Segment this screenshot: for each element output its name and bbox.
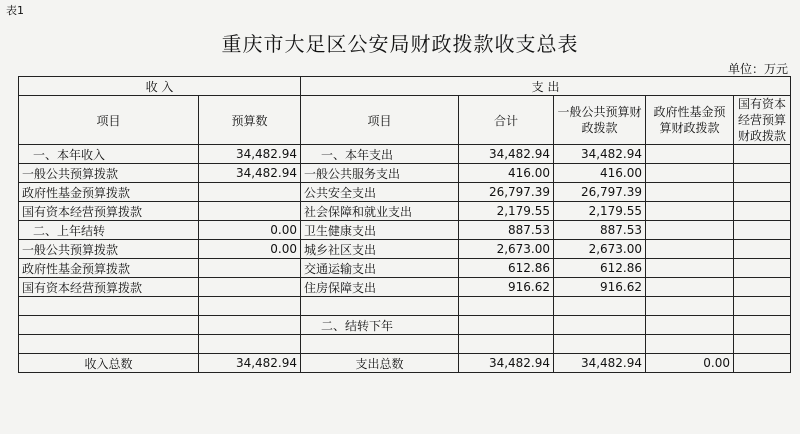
income-item-cell: 一、本年收入	[19, 145, 199, 164]
expense-item-cell: 住房保障支出	[301, 278, 459, 297]
income-header: 收 入	[19, 77, 301, 96]
expense-item-cell: 一、本年支出	[301, 145, 459, 164]
general-budget-cell: 887.53	[554, 221, 646, 240]
column-header-row	[19, 96, 791, 145]
state-capital-cell	[734, 145, 791, 164]
totals-row	[19, 354, 791, 373]
fund-budget-cell	[646, 145, 734, 164]
table-row	[19, 240, 791, 259]
fund-budget-cell	[646, 316, 734, 335]
income-total-label: 收入总数	[19, 354, 199, 373]
unit-label: 单位：万元	[727, 62, 788, 76]
state-capital-total	[734, 354, 791, 373]
expense-item-cell	[301, 335, 459, 354]
table-row	[19, 297, 791, 316]
state-capital-header: 国有资本经营预算财政拨款	[734, 96, 791, 145]
expense-header: 支 出	[301, 77, 791, 96]
state-capital-cell	[734, 278, 791, 297]
total-header: 合计	[459, 96, 554, 145]
general-budget-cell	[554, 335, 646, 354]
total-cell: 2,179.55	[459, 202, 554, 221]
expense-total-label: 支出总数	[301, 354, 459, 373]
table-row	[19, 221, 791, 240]
income-item-cell: 政府性基金预算拨款	[19, 183, 199, 202]
general-budget-cell: 416.00	[554, 164, 646, 183]
income-amount-cell	[199, 183, 301, 202]
income-amount-cell: 34,482.94	[199, 145, 301, 164]
fund-budget-header: 政府性基金预算财政拨款	[646, 96, 734, 145]
budget-header: 预算数	[199, 96, 301, 145]
expense-item-cell: 交通运输支出	[301, 259, 459, 278]
expense-item-cell: 社会保障和就业支出	[301, 202, 459, 221]
table-row	[19, 145, 791, 164]
total-cell	[459, 335, 554, 354]
income-amount-cell: 0.00	[199, 240, 301, 259]
income-amount-cell: 34,482.94	[199, 164, 301, 183]
expense-item-cell: 卫生健康支出	[301, 221, 459, 240]
income-amount-cell	[199, 259, 301, 278]
income-amount-cell	[199, 316, 301, 335]
general-budget-total: 34,482.94	[554, 354, 646, 373]
total-cell: 612.86	[459, 259, 554, 278]
general-budget-header: 一般公共预算财政拨款	[554, 96, 646, 145]
fund-budget-cell	[646, 278, 734, 297]
income-item-cell	[19, 335, 199, 354]
income-item-cell: 一般公共预算拨款	[19, 164, 199, 183]
income-amount-cell	[199, 297, 301, 316]
general-budget-cell	[554, 297, 646, 316]
general-budget-cell: 26,797.39	[554, 183, 646, 202]
general-budget-cell: 2,179.55	[554, 202, 646, 221]
state-capital-cell	[734, 259, 791, 278]
general-budget-cell: 916.62	[554, 278, 646, 297]
total-cell: 26,797.39	[459, 183, 554, 202]
expense-total-amount: 34,482.94	[459, 354, 554, 373]
expense-item-cell: 公共安全支出	[301, 183, 459, 202]
table-label: 表1	[6, 4, 24, 17]
fund-budget-cell	[646, 202, 734, 221]
income-item-header: 项目	[19, 96, 199, 145]
fund-budget-cell	[646, 297, 734, 316]
table-row	[19, 335, 791, 354]
state-capital-cell	[734, 202, 791, 221]
state-capital-cell	[734, 297, 791, 316]
total-cell	[459, 297, 554, 316]
state-capital-cell	[734, 164, 791, 183]
section-header-row	[19, 77, 791, 96]
state-capital-cell	[734, 221, 791, 240]
expense-item-cell: 二、结转下年	[301, 316, 459, 335]
fund-budget-cell	[646, 221, 734, 240]
fund-budget-total: 0.00	[646, 354, 734, 373]
total-cell: 2,673.00	[459, 240, 554, 259]
income-item-cell	[19, 316, 199, 335]
general-budget-cell: 612.86	[554, 259, 646, 278]
expense-item-cell	[301, 297, 459, 316]
income-amount-cell	[199, 335, 301, 354]
page-title: 重庆市大足区公安局财政拨款收支总表	[221, 32, 579, 56]
state-capital-cell	[734, 240, 791, 259]
table-row	[19, 202, 791, 221]
finance-table	[18, 76, 791, 373]
total-cell: 34,482.94	[459, 145, 554, 164]
state-capital-cell	[734, 335, 791, 354]
fund-budget-cell	[646, 259, 734, 278]
total-cell: 887.53	[459, 221, 554, 240]
general-budget-cell	[554, 316, 646, 335]
table-row	[19, 316, 791, 335]
income-item-cell: 政府性基金预算拨款	[19, 259, 199, 278]
state-capital-cell	[734, 183, 791, 202]
income-item-cell: 一般公共预算拨款	[19, 240, 199, 259]
table-row	[19, 259, 791, 278]
expense-item-cell: 一般公共服务支出	[301, 164, 459, 183]
general-budget-cell: 34,482.94	[554, 145, 646, 164]
general-budget-cell: 2,673.00	[554, 240, 646, 259]
total-cell	[459, 316, 554, 335]
income-total-amount: 34,482.94	[199, 354, 301, 373]
fund-budget-cell	[646, 240, 734, 259]
income-item-cell: 国有资本经营预算拨款	[19, 202, 199, 221]
income-amount-cell: 0.00	[199, 221, 301, 240]
expense-item-header: 项目	[301, 96, 459, 145]
table-row	[19, 164, 791, 183]
expense-item-cell: 城乡社区支出	[301, 240, 459, 259]
fund-budget-cell	[646, 335, 734, 354]
income-item-cell	[19, 297, 199, 316]
income-item-cell: 二、上年结转	[19, 221, 199, 240]
fund-budget-cell	[646, 183, 734, 202]
table-row	[19, 278, 791, 297]
total-cell: 416.00	[459, 164, 554, 183]
income-item-cell: 国有资本经营预算拨款	[19, 278, 199, 297]
table-row	[19, 183, 791, 202]
income-amount-cell	[199, 278, 301, 297]
state-capital-cell	[734, 316, 791, 335]
total-cell: 916.62	[459, 278, 554, 297]
fund-budget-cell	[646, 164, 734, 183]
income-amount-cell	[199, 202, 301, 221]
